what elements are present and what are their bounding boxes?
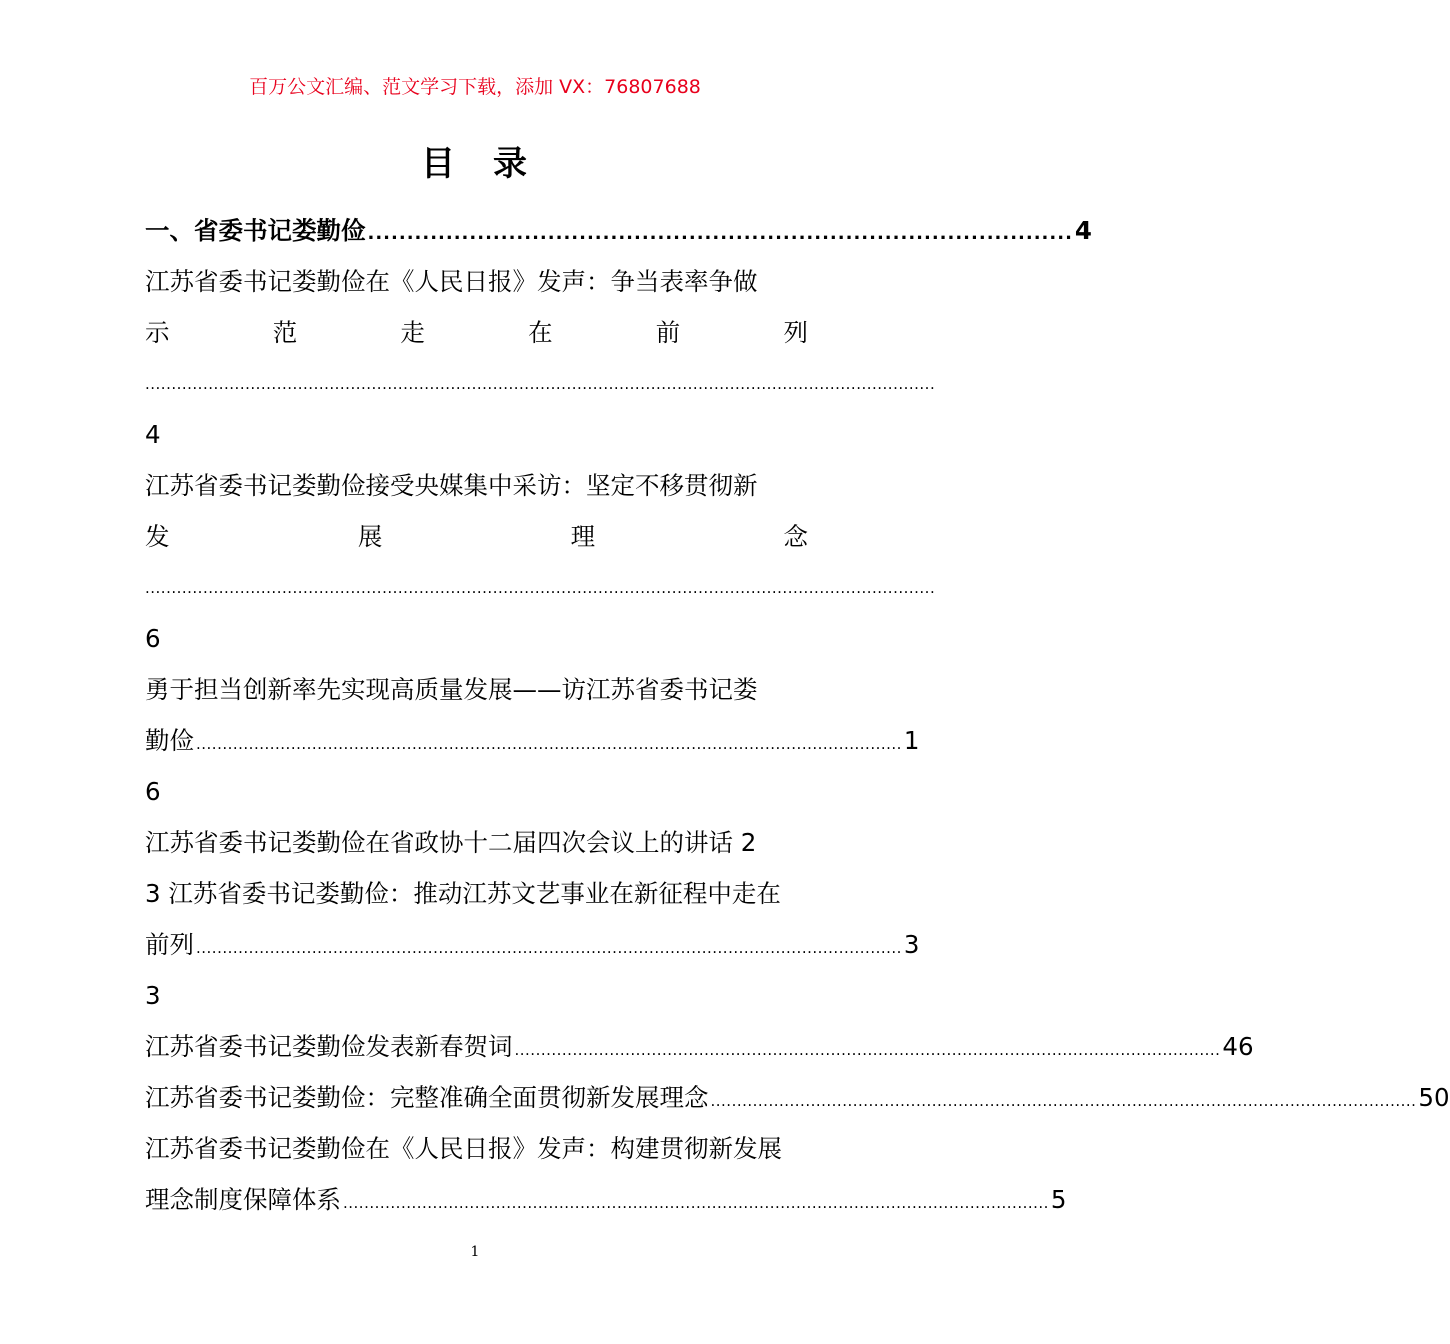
toc-entry-2-page[interactable]: 6 [145, 624, 161, 653]
toc-leader-line: ...................................................................................................................................................... [145, 375, 936, 393]
toc-leader: ...................................................................................................................................... [196, 735, 902, 753]
toc-entry-4-page-cont[interactable]: 3 [145, 981, 161, 1010]
toc-leader-line: ...................................................................................................................................................... [145, 579, 936, 597]
toc-entry-3-line1[interactable]: 勇于担当创新率先实现高质量发展——访江苏省委书记娄 [145, 675, 758, 704]
toc-leader: ...................................................................................................................................... [514, 1041, 1221, 1059]
toc-page-number: 1 [903, 726, 920, 755]
toc-entry-text: 江苏省委书记娄勤俭：完整准确全面贯彻新发展理念 [145, 1083, 709, 1112]
toc-entry-text: 勤俭 [145, 726, 194, 755]
toc-leader: ...................................................................................................................................... [343, 1194, 1049, 1212]
toc-char: 在 [528, 318, 553, 347]
toc-entry-1-line2[interactable] [145, 313, 808, 353]
toc-entry-3-line2[interactable] [145, 721, 920, 761]
page-title [0, 136, 950, 185]
toc-entry-7-line1[interactable]: 江苏省委书记娄勤俭在《人民日报》发声：构建贯彻新发展 [145, 1134, 782, 1163]
toc-char: 念 [783, 522, 808, 551]
toc-entry-2-line1[interactable]: 江苏省委书记娄勤俭接受央媒集中采访：坚定不移贯彻新 [145, 471, 758, 500]
toc-section-text: 一、省委书记娄勤俭 [145, 216, 366, 245]
toc-page-number: 46 [1222, 1032, 1254, 1061]
toc-entry-3-page-cont[interactable]: 6 [145, 777, 161, 806]
toc-page-number: 4 [1074, 216, 1092, 245]
toc-char: 示 [145, 318, 170, 347]
toc-char: 发 [145, 522, 170, 551]
toc-entry-4-line3[interactable] [145, 925, 920, 965]
toc-page-number: 5 [1050, 1185, 1067, 1214]
toc-char: 前 [655, 318, 681, 347]
toc-entry-4-line2[interactable]: 3 江苏省委书记娄勤俭：推动江苏文艺事业在新征程中走在 [145, 879, 781, 908]
toc-char: 列 [783, 318, 808, 347]
toc-entry-5[interactable] [145, 1027, 1254, 1067]
toc-entry-text: 江苏省委书记娄勤俭发表新春贺词 [145, 1032, 513, 1061]
watermark-header: 百万公文汇编、范文学习下载，添加 VX：76807688 [249, 76, 701, 98]
toc-entry-text: 理念制度保障体系 [145, 1185, 341, 1214]
toc-entry-4-line1[interactable]: 江苏省委书记娄勤俭在省政协十二届四次会议上的讲话 2 [145, 828, 757, 857]
title-char-1: 目 [421, 144, 457, 184]
toc-entry-1-line1[interactable]: 江苏省委书记娄勤俭在《人民日报》发声：争当表率争做 [145, 267, 758, 296]
toc-leader: ...................................................................................................................................... [196, 939, 902, 957]
toc-entry-7-line2[interactable] [145, 1180, 1067, 1220]
toc-char: 范 [272, 318, 298, 347]
toc-char: 展 [357, 522, 383, 551]
toc-page-number: 3 [903, 930, 920, 959]
toc-entry-text: 前列 [145, 930, 194, 959]
toc-entry-1-page[interactable]: 4 [145, 420, 161, 449]
toc-leader: ...................................................................................................................................... [710, 1092, 1417, 1110]
toc-char: 走 [400, 318, 425, 347]
toc-page-number: 50 [1418, 1083, 1450, 1112]
toc-leader: .......................................................................................... [367, 223, 1073, 244]
page-number: 1 [470, 1244, 480, 1260]
toc-entry-6[interactable] [145, 1078, 1450, 1118]
toc-char: 理 [570, 522, 596, 551]
toc-section-1[interactable] [145, 211, 1092, 251]
toc-entry-2-line2[interactable] [145, 517, 808, 557]
title-char-2: 录 [493, 144, 529, 184]
